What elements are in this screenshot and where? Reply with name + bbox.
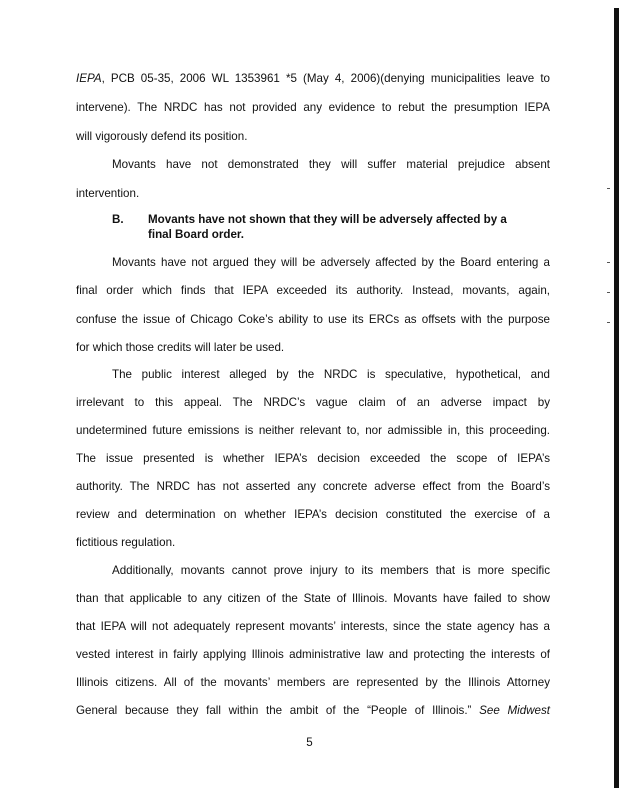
scan-mark [607, 322, 610, 323]
text-line: than that applicable to any citizen of the State of Illinois. Movants have failed to show [76, 592, 550, 605]
text-line: Movants have not argued they will be adversely affected by the Board entering a [112, 256, 550, 269]
case-citation-italic: IEPA [76, 72, 102, 85]
text-line: Additionally, movants cannot prove injury to its members that is more specific [112, 564, 550, 577]
text-line: review and determination on whether IEPA’s decision constituted the exercise of a [76, 508, 550, 521]
section-heading-line: Movants have not shown that they will be adversely affected by a [148, 213, 507, 226]
section-heading-line: final Board order. [148, 228, 244, 241]
text-line: authority. The NRDC has not asserted any concrete adverse effect from the Board’s [76, 480, 550, 493]
text-line: for which those credits will later be used. [76, 341, 285, 354]
scan-mark [607, 292, 610, 293]
text-line: irrelevant to this appeal. The NRDC’s vague claim of an adverse impact by [76, 396, 550, 409]
text-line: General because they fall within the ambit of the “People of Illinois.” See Midwest [76, 704, 550, 717]
citation-italic: See Midwest [479, 704, 550, 717]
text-line: will vigorously defend its position. [76, 130, 248, 143]
section-label: B. [112, 213, 124, 226]
text-line: that IEPA will not adequately represent movants’ interests, since the state agency has a [76, 620, 550, 633]
scan-edge-bar [614, 8, 619, 788]
text-line: final order which finds that IEPA exceeded its authority. Instead, movants, again, [76, 284, 550, 297]
scan-mark [607, 188, 610, 189]
text-line: intervene). The NRDC has not provided any evidence to rebut the presumption IEPA [76, 101, 550, 114]
text-line: The public interest alleged by the NRDC is speculative, hypothetical, and [112, 368, 550, 381]
text-line: The issue presented is whether IEPA’s decision exceeded the scope of IEPA’s [76, 452, 550, 465]
text-line: confuse the issue of Chicago Coke’s ability to use its ERCs as offsets with the purpose [76, 313, 550, 326]
text-line: Illinois citizens. All of the movants’ members are represented by the Illinois Attorney [76, 676, 550, 689]
text-line: undetermined future emissions is neither relevant to, nor admissible in, this proceeding. [76, 424, 550, 437]
text-line: intervention. [76, 187, 140, 200]
text-line: vested interest in fairly applying Illinois administrative law and protecting the interests of [76, 648, 550, 661]
scan-mark [607, 262, 610, 263]
text-line: Movants have not demonstrated they will suffer material prejudice absent [112, 158, 550, 171]
page-number: 5 [306, 736, 313, 749]
text-line: IEPA, PCB 05-35, 2006 WL 1353961 *5 (May 4, 2006)(denying municipalities leave to [76, 72, 550, 85]
text-line: fictitious regulation. [76, 536, 176, 549]
